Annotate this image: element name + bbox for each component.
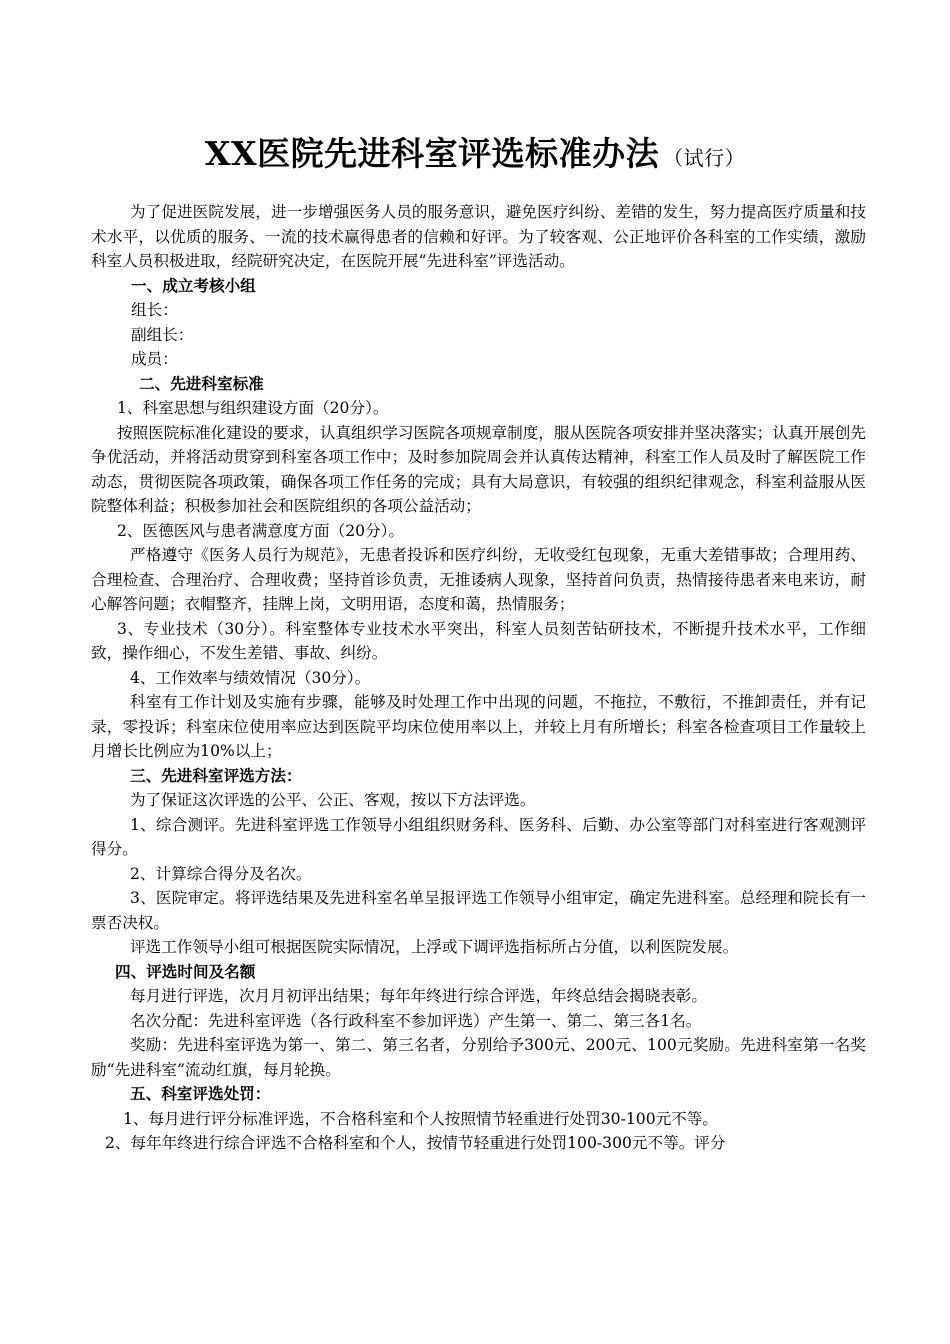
deputy-line: 副组长： — [131, 325, 194, 344]
members-line: 成员： — [131, 350, 178, 368]
section-2-heading: 二、先进科室标准 — [139, 373, 264, 393]
document-title — [0, 128, 950, 175]
reward-paragraph: 奖励：先进科室评选为第一、第二、第三名者，分别给予300元、200元、100元奖励。先进科室第一名奖励“先进科室”流动红旗，每月轮换。 — [91, 1036, 866, 1079]
standard-4-title: 4、工作效率与绩效情况（30分）。 — [130, 668, 371, 687]
standard-1-title: 1、科室思想与组织建设方面（20分）。 — [117, 399, 389, 417]
standard-2-title: 2、医德医风与患者满意度方面（20分）。 — [117, 521, 405, 540]
intro-paragraph: 为了促进医院发展，进一步增强医务人员的服务意识，避免医疗纠纷、差错的发生，努力提高医疗质量和技术水平，以优质的服务、一流的技术赢得患者的信赖和好评。为了较客观、公正地评价各科室的工作实绩，激励科室人员积极进取，经院研究决定，在医院开展“先进科室”评选活动。 — [91, 203, 866, 270]
title-main: XX医院先进科室评选标准办法 — [204, 134, 660, 173]
standard-2-body: 严格遵守《医务人员行为规范》，无患者投诉和医疗纠纷，无收受红包现象，无重大差错事故；合理用药、合理检查、合理治疗、合理收费；坚持首诊负责，无推诿病人现象，坚持首问负责，热情接待患者来电来访，耐心解答问题；衣帽整齐，挂牌上岗，文明用语，态度和蔼，热情服务； — [91, 546, 866, 613]
standard-4-body: 科室有工作计划及实施有步骤，能够及时处理工作中出现的问题，不拖拉，不敷衍，不推卸责任，并有记录，零投诉；科室床位使用率应达到医院平均床位使用率以上，并较上月有所增长；科室各检查项目工作量较上月增长比例应为10%以上； — [91, 693, 866, 760]
method-3: 3、医院审定。将评选结果及先进科室名单呈报评选工作领导小组审定，确定先进科室。总经理和院长有一票否决权。 — [91, 889, 866, 932]
document-body — [91, 200, 866, 1156]
method-note: 评选工作领导小组可根据医院实际情况，上浮或下调评选指标所占分值，以利医院发展。 — [130, 938, 739, 956]
section-1-heading: 一、成立考核小组 — [131, 275, 256, 295]
method-intro: 为了保证这次评选的公平、公正、客观，按以下方法评选。 — [130, 791, 536, 809]
method-2: 2、计算综合得分及名次。 — [130, 864, 312, 883]
title-suffix: （试行） — [663, 146, 746, 170]
schedule-paragraph: 每月进行评选，次月月初评出结果；每年年终进行综合评选，年终总结会揭晓表彰。 — [130, 987, 707, 1005]
leader-line: 组长： — [131, 301, 178, 319]
penalty-1: 1、每月进行评分标准评选，不合格科室和个人按照情节轻重进行处罚30-100元不等。 — [123, 1109, 718, 1128]
standard-1-body: 按照医院标准化建设的要求，认真组织学习医院各项规章制度，服从医院各项安排并坚决落实；认真开展创先争优活动，并将活动贯穿到科室各项工作中；及时参加院周会并认真传达精神，科室工作人员及时了解医院工作动态，贯彻医院各项政策，确保各项工作任务的完成；具有大局意识，有较强的组织纪律观念，科室利益服从医院整体利益；积极参加社会和医院组织的各项公益活动； — [91, 423, 866, 515]
penalty-2: 2、每年年终进行综合评选不合格科室和个人，按情节轻重进行处罚100-300元不等。评分 — [105, 1134, 726, 1152]
section-3-heading: 三、先进科室评选方法： — [130, 765, 302, 785]
section-5-heading: 五、科室评选处罚： — [130, 1084, 271, 1103]
quota-paragraph: 名次分配：先进科室评选（各行政科室不参加评选）产生第一、第二、第三各1名。 — [130, 1011, 702, 1030]
standard-3: 3、专业技术（30分）。科室整体专业技术水平突出，科室人员刻苦钻研技术，不断提升技术水平，工作细致，操作细心，不发生差错、事故、纠纷。 — [91, 619, 866, 662]
section-4-heading: 四、评选时间及名额 — [115, 961, 256, 981]
method-1: 1、综合测评。先进科室评选工作领导小组组织财务科、医务科、后勤、办公室等部门对科室进行客观测评得分。 — [91, 815, 866, 858]
